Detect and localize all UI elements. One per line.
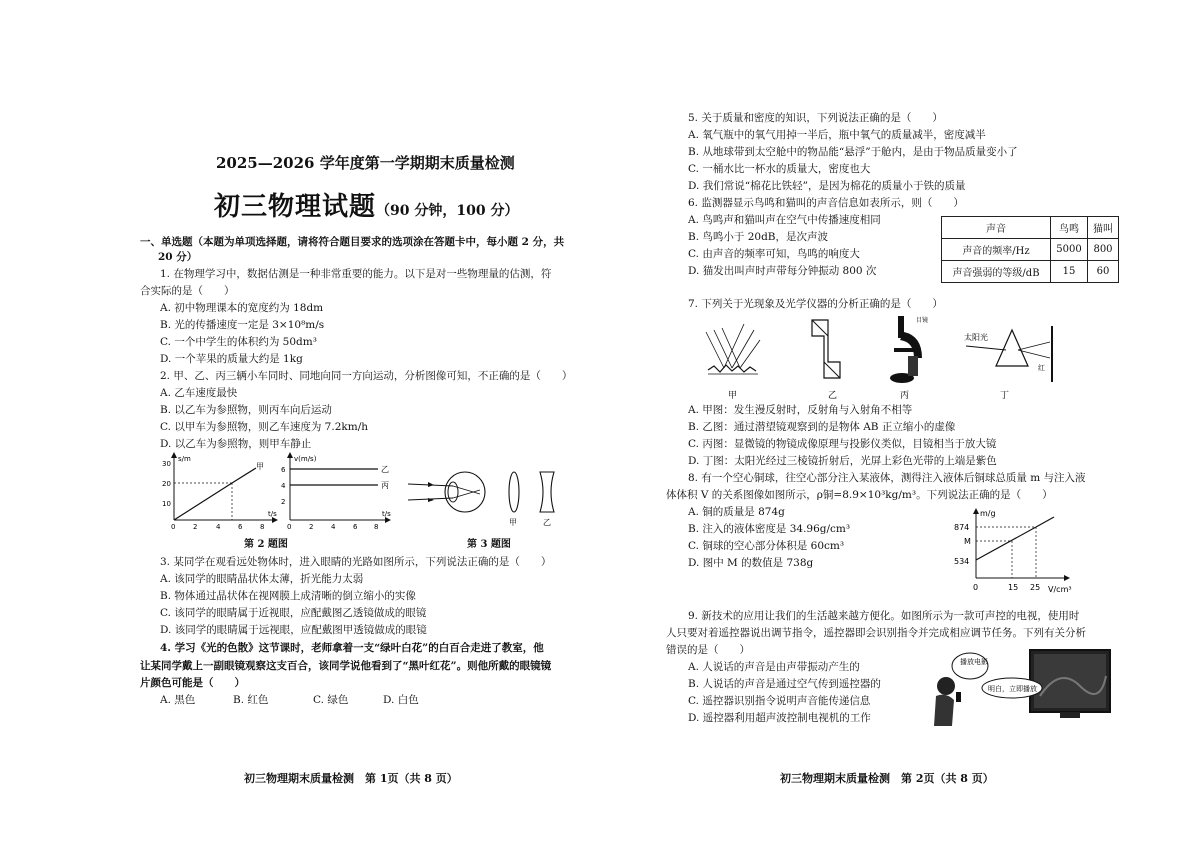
q9-option-d: D. 遥控器利用超声波控制电视机的工作	[688, 712, 871, 724]
q7-label-yi: 乙	[828, 391, 838, 401]
table-cell: 声音的频率/Hz	[942, 239, 1051, 261]
fig2-g1-ylabel: s/m	[178, 455, 191, 463]
q9-option-c: C. 遥控器识别指令说明声音能传递信息	[688, 695, 871, 707]
q8-option-d: D. 图中 M 的数值是 738g	[688, 557, 814, 569]
q7-option-d: D. 丁图：太阳光经过三棱镜折射后，光屏上彩色光带的上端是紫色	[688, 455, 997, 467]
fig2-g2-xlabel: t/s	[382, 510, 391, 518]
q4-stem-end: 片颜色可能是（ ）	[140, 677, 245, 689]
q6-sound-table	[941, 216, 1119, 283]
table-header-row	[942, 217, 1119, 239]
q4-option-b: B. 红色	[233, 694, 269, 706]
q3-option-c: C. 该同学的眼睛属于近视眼，应配戴图乙透镜做成的眼镜	[160, 607, 427, 619]
fig3-label-jia: 甲	[509, 518, 517, 527]
fig2-g2-ylabel: v(m/s)	[294, 455, 317, 463]
q7-stem: 7. 下列关于光现象及光学仪器的分析正确的是（ ）	[688, 298, 943, 310]
diffuse-reflection-icon	[706, 324, 760, 401]
fig2-g2-xtick-2: 2	[309, 523, 314, 531]
fig2-caption: 第 2 题图	[244, 539, 288, 550]
q5-option-d: D. 我们常说“棉花比铁轻”，是因为棉花的质量小于铁的质量	[688, 180, 966, 192]
exam-meta: （90 分钟，100 分）	[376, 203, 519, 219]
table-cell: 声音强弱的等级/dB	[942, 261, 1051, 283]
q4-option-a: A. 黑色	[160, 694, 196, 706]
q5-option-c: C. 一桶水比一杯水的质量大，密度也大	[688, 163, 871, 175]
fig2-g1-ytick-20: 20	[162, 480, 171, 488]
q8-ytick-874: 874	[954, 523, 970, 532]
prism-icon	[964, 326, 1052, 401]
table-row	[942, 261, 1119, 283]
q3-option-a: A. 该同学的眼睛晶状体太薄，折光能力太弱	[160, 573, 364, 585]
q7-eyepiece-label: 目镜	[916, 317, 929, 324]
fig2-g1-xtick-8: 8	[260, 523, 265, 531]
fig2-g2-xtick-0: 0	[287, 523, 292, 531]
fig2-g1-xtick-4: 4	[216, 523, 221, 531]
q4-stem-cont: 让某同学戴上一副眼镜观察这支百合，该同学说他看到了“黑叶红花”。则他所戴的眼镜镜	[140, 660, 552, 672]
q1-option-c: C. 一个中学生的体积约为 50dm³	[160, 336, 317, 348]
q2-option-d: D. 以乙车为参照物，则甲车静止	[160, 438, 312, 450]
fig2-g1-xtick-2: 2	[193, 523, 198, 531]
table-header-cell: 鸟鸣	[1051, 217, 1088, 239]
table-row	[942, 239, 1119, 261]
exam-title: 初三物理试题	[214, 192, 377, 222]
q7-sunlight-label: 太阳光	[964, 333, 988, 342]
fig2-g2-ytick-2: 2	[281, 498, 286, 506]
q9-stem-end: 错误的是（ ）	[666, 644, 750, 656]
page1-footer: 初三物理期末质量检测 第 1页（共 8 页）	[244, 772, 458, 785]
q6-option-d: D. 猫发出叫声时声带每分钟振动 800 次	[688, 265, 877, 277]
exam-title-block	[214, 186, 518, 223]
q7-figures	[700, 312, 1060, 402]
q8-ytick-m: M	[964, 537, 971, 546]
q7-red-label: 红	[1038, 364, 1045, 372]
q1-stem: 1. 在物理学习中，数据估测是一种非常重要的能力。以下是对一些物理量的估测，符	[160, 268, 552, 280]
fig2-g2-xtick-6: 6	[353, 523, 358, 531]
fig3-label-yi: 乙	[543, 518, 551, 527]
q8-stem: 8. 有一个空心铜球，往空心部分注入某液体，测得注入液体后铜球总质量 m 与注入液	[688, 472, 1086, 484]
q9-option-a: A. 人说话的声音是由声带振动产生的	[688, 661, 860, 673]
q8-xtick-25: 25	[1030, 583, 1041, 592]
fig2-graphs	[160, 452, 450, 532]
section1-heading-cont: 20 分）	[158, 251, 198, 263]
q9-option-b: B. 人说话的声音是通过空气传到遥控器的	[688, 678, 881, 690]
q1-option-d: D. 一个苹果的质量大约是 1kg	[160, 353, 303, 365]
eye-ball-icon	[445, 472, 485, 512]
convex-lens-icon	[509, 472, 519, 512]
q8-option-b: B. 注入的液体密度是 34.96g/cm³	[688, 523, 851, 535]
q8-option-a: A. 铜的质量是 874g	[688, 506, 785, 518]
person-icon	[934, 677, 961, 726]
q9-voice-tv-figure	[930, 646, 1120, 728]
q8-xtick-15: 15	[1008, 583, 1019, 592]
remote-control-icon	[956, 692, 961, 702]
q8-xlabel: V/cm³	[1048, 585, 1072, 594]
microscope-icon	[890, 316, 928, 401]
fig3-caption: 第 3 题图	[467, 539, 511, 550]
q8-ytick-534: 534	[954, 557, 970, 566]
q5-option-a: A. 氧气瓶中的氧气用掉一半后，瓶中氧气的质量减半，密度减半	[688, 129, 986, 141]
fig2-g2-xtick-8: 8	[374, 523, 379, 531]
q4-stem: 4. 学习《光的色散》这节课时，老师拿着一支“绿叶白花”的白百合走进了教室，他	[160, 642, 544, 654]
q7-label-bing: 丙	[900, 391, 910, 401]
q7-label-ding: 丁	[1000, 391, 1010, 401]
q4-option-c: C. 绿色	[313, 694, 349, 706]
q2-stem: 2. 甲、乙、丙三辆小车同时、同地向同一方向运动，分析图像可知，不正确的是（ ）	[160, 370, 573, 382]
fig2-g1-xlabel: t/s	[268, 510, 277, 518]
q8-mv-line	[976, 527, 1036, 560]
q6-option-b: B. 鸟鸣小于 20dB，是次声波	[688, 231, 829, 243]
q1-option-a: A. 初中物理课本的宽度约为 18dm	[160, 302, 324, 314]
q2-option-c: C. 以甲车为参照物，则乙车速度为 7.2km/h	[160, 421, 368, 433]
table-cell: 60	[1088, 261, 1119, 283]
concave-lens-icon	[540, 472, 554, 512]
fig2-graph-st	[162, 452, 278, 531]
fig2-g1-line-jia	[174, 483, 232, 520]
q4-option-d: D. 白色	[383, 694, 419, 706]
q9-bubble-person: 播放电影	[960, 658, 988, 666]
q1-stem-cont: 合实际的是（ ）	[140, 285, 235, 297]
q3-option-b: B. 物体通过晶状体在视网膜上成清晰的倒立缩小的实像	[160, 590, 416, 602]
q3-stem: 3. 某同学在观看远处物体时，进入眼睛的光路如图所示，下列说法正确的是（ ）	[160, 556, 552, 568]
q8-option-c: C. 铜球的空心部分体积是 60cm³	[688, 540, 845, 552]
q7-option-a: A. 甲图：发生漫反射时，反射角与入射角不相等	[688, 404, 913, 416]
q5-option-b: B. 从地球带到太空舱中的物品能“悬浮”于舱内，是由于物品质量变小了	[688, 146, 1018, 158]
fig2-g2-series-yi: 乙	[381, 465, 389, 474]
q3-option-d: D. 该同学的眼睛属于远视眼，应配戴图甲透镜做成的眼镜	[160, 624, 427, 636]
q9-stem: 9. 新技术的应用让我们的生活越来越方便化。如图所示为一款可声控的电视，使用时	[688, 610, 1080, 622]
q8-xtick-0: 0	[973, 583, 979, 592]
fig2-g2-series-bing: 丙	[381, 481, 389, 490]
fig3-eye-lenses	[408, 470, 568, 530]
table-cell: 800	[1088, 239, 1119, 261]
q6-option-c: C. 由声音的频率可知，鸟鸣的响度大	[688, 248, 860, 260]
fig2-g2-ytick-6: 6	[281, 466, 286, 474]
section1-heading: 一、单选题（本题为单项选择题，请将符合题目要求的选项涂在答题卡中，每小题 2 分，共	[140, 236, 565, 248]
fig2-g2-xtick-4: 4	[331, 523, 336, 531]
fig2-g1-xtick-6: 6	[238, 523, 243, 531]
fig2-g1-series-label: 甲	[256, 462, 264, 471]
table-header-cell: 猫叫	[1088, 217, 1119, 239]
exam-header: 2025—2026 学年度第一学期期末质量检测	[216, 154, 515, 172]
page-2	[600, 0, 1200, 847]
q9-bubble-remote: 明白，立即播放	[988, 685, 1037, 693]
page2-footer: 初三物理期末质量检测 第 2页（共 8 页）	[780, 772, 994, 785]
q6-option-a: A. 鸟鸣声和猫叫声在空气中传播速度相同	[688, 214, 881, 226]
q8-mv-graph	[952, 506, 1078, 596]
q2-option-a: A. 乙车速度最快	[160, 387, 238, 399]
periscope-icon	[812, 320, 840, 401]
q8-stem-cont: 体体积 V 的关系图像如图所示，ρ铜=8.9×10³kg/m³。下列说法正确的是（ ）	[666, 489, 1053, 501]
table-header-cell: 声音	[942, 217, 1051, 239]
fig2-g1-xtick-0: 0	[171, 523, 176, 531]
q9-stem-cont: 人只要对着遥控器说出调节指令，遥控器即会识别指令并完成相应调节任务。下列有关分析	[666, 627, 1086, 639]
q1-option-b: B. 光的传播速度一定是 3×10⁸m/s	[160, 319, 325, 331]
q5-stem: 5. 关于质量和密度的知识，下列说法正确的是（ ）	[688, 112, 943, 124]
fig2-g1-ytick-10: 10	[162, 500, 171, 508]
tv-icon	[1030, 650, 1110, 718]
fig2-graph-vt	[281, 452, 391, 531]
q8-ylabel: m/g	[980, 509, 996, 518]
q7-option-b: B. 乙图：通过潜望镜观察到的是物体 AB 正立缩小的虚像	[688, 421, 956, 433]
q6-stem: 6. 监测器显示鸟鸣和猫叫的声音信息如表所示，则（ ）	[688, 197, 964, 209]
q2-option-b: B. 以乙车为参照物，则丙车向后运动	[160, 404, 332, 416]
fig2-g1-ytick-30: 30	[162, 460, 171, 468]
fig2-g2-ytick-4: 4	[281, 482, 286, 490]
table-cell: 15	[1051, 261, 1088, 283]
q7-label-jia: 甲	[728, 391, 738, 401]
q7-option-c: C. 丙图：显微镜的物镜成像原理与投影仪类似，目镜相当于放大镜	[688, 438, 997, 450]
table-cell: 5000	[1051, 239, 1088, 261]
